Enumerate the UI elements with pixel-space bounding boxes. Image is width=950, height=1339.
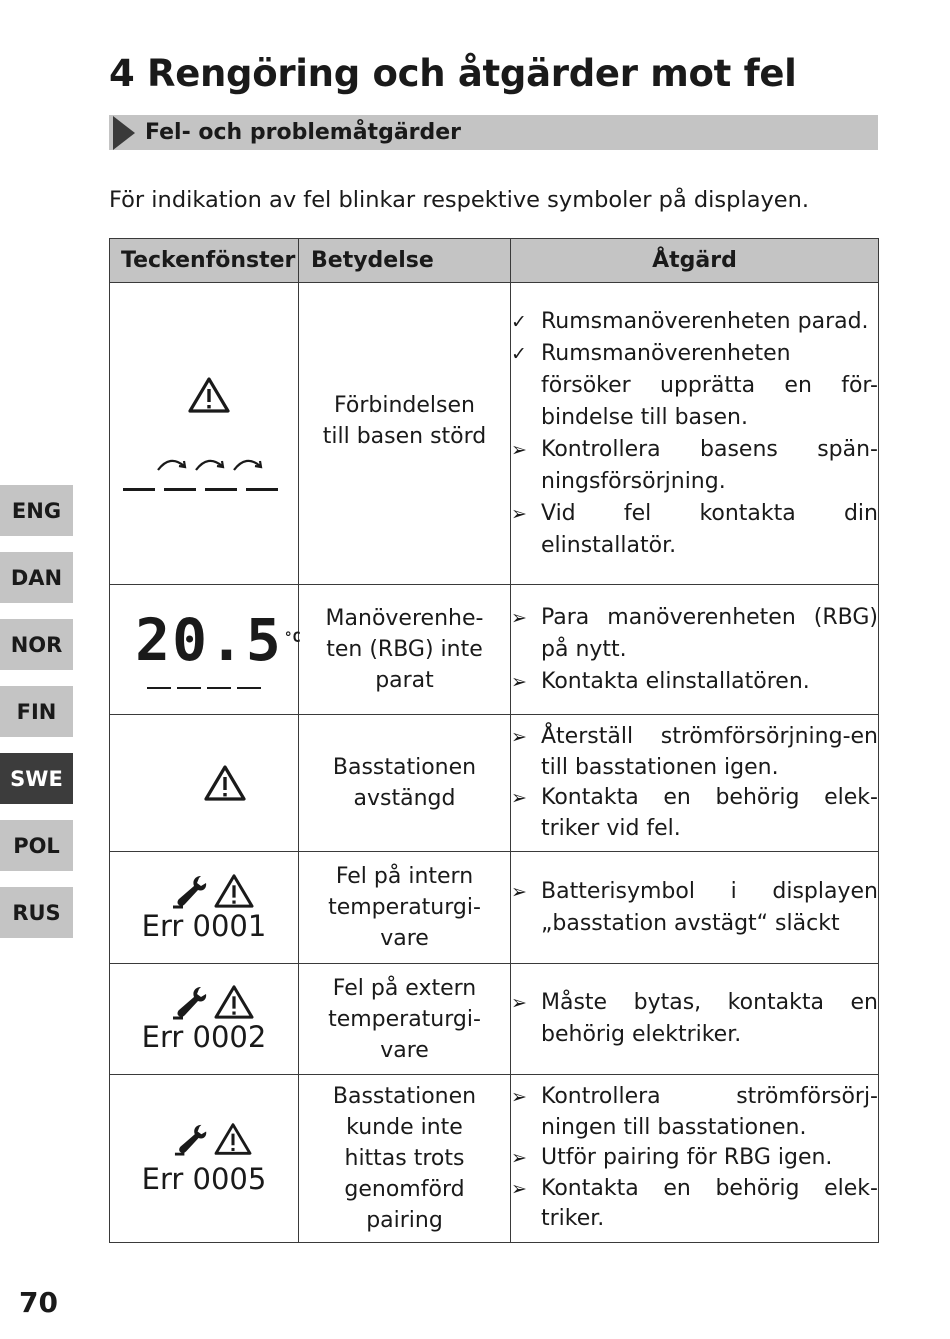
action-text: Kontrollera strömförsörj-ningen till basstationen. — [541, 1084, 878, 1140]
action-text: Måste bytas, kontakta en behörig elektriker. — [541, 990, 878, 1047]
arrow-bullet-icon: ➢ — [511, 438, 527, 461]
error-code: Err 0001 — [141, 908, 267, 943]
meaning-line: till basen störd — [322, 423, 487, 449]
display-cell — [110, 283, 299, 585]
table-row — [110, 715, 879, 852]
action-item — [511, 1174, 878, 1235]
meaning-line: Fel på intern — [335, 864, 474, 889]
action-text: Utför pairing för RBG igen. — [541, 1145, 833, 1171]
column-header-display: Teckenfönster — [110, 239, 299, 283]
meaning-line: avstängd — [353, 786, 456, 811]
display-cell — [110, 1075, 299, 1243]
action-text: Återställ strömförsörjning-en till basstationen igen. — [541, 724, 878, 780]
warning-icon — [187, 376, 231, 414]
meaning-line: Basstationen — [332, 755, 477, 780]
meaning-cell — [299, 585, 511, 715]
arrow-bullet-icon: ➢ — [511, 670, 527, 693]
fault-table — [109, 238, 879, 1243]
action-cell — [511, 964, 879, 1075]
meaning-cell — [299, 283, 511, 585]
meaning-line: hittas trots — [344, 1146, 465, 1171]
meaning-cell — [299, 852, 511, 964]
meaning-line: temperaturgi- — [328, 1006, 481, 1032]
arrow-bullet-icon: ➢ — [511, 726, 527, 748]
action-cell — [511, 585, 879, 715]
lcd-unit: °C — [283, 629, 301, 646]
language-tab-rus[interactable]: RUS — [0, 887, 73, 938]
table-row — [110, 283, 879, 585]
table-row — [110, 964, 879, 1075]
arrow-bullet-icon: ➢ — [511, 992, 527, 1014]
action-item — [511, 1082, 878, 1143]
column-header-meaning: Betydelse — [299, 239, 511, 283]
lcd-temperature — [135, 605, 301, 674]
wrench-icon — [171, 873, 209, 909]
action-item — [511, 722, 878, 783]
action-cell — [511, 283, 879, 585]
action-text: Kontakta en behörig elek-triker. — [541, 1175, 878, 1232]
display-icons — [128, 984, 298, 1020]
section-title: Fel- och problemåtgärder — [145, 120, 462, 145]
arrow-bullet-icon: ➢ — [511, 606, 527, 629]
action-cell — [511, 1075, 879, 1243]
meaning-line: kunde inte — [346, 1115, 463, 1140]
check-icon: ✓ — [511, 310, 527, 333]
display-cell — [110, 715, 299, 852]
arrow-bullet-icon: ➢ — [511, 787, 527, 809]
table-header-row — [110, 239, 879, 283]
display-cell — [110, 964, 299, 1075]
segment-dashes — [102, 488, 298, 491]
column-header-action: Åtgärd — [511, 239, 879, 283]
meaning-line: temperaturgi- — [328, 895, 481, 920]
arrow-bullet-icon: ➢ — [511, 880, 527, 903]
action-text: Rumsmanöverenheten försöker upprätta en för-bindelse till basen. — [541, 340, 878, 430]
meaning-line: Fel på extern — [332, 975, 477, 1001]
language-tab-nor[interactable]: NOR — [0, 619, 73, 670]
warning-icon — [213, 1122, 253, 1156]
meaning-line: vare — [380, 1037, 429, 1063]
check-icon: ✓ — [511, 342, 527, 365]
warning-icon — [213, 873, 255, 909]
display-cell — [110, 585, 299, 715]
language-tab-dan[interactable]: DAN — [0, 552, 73, 603]
meaning-cell — [299, 715, 511, 852]
language-tab-swe[interactable]: SWE — [0, 753, 73, 804]
action-item — [511, 876, 878, 940]
action-item — [511, 1143, 878, 1174]
language-tab-eng[interactable]: ENG — [0, 485, 73, 536]
warning-icon — [213, 984, 255, 1020]
action-item — [511, 434, 878, 498]
error-code: Err 0005 — [141, 1161, 267, 1196]
action-text: Rumsmanöverenheten parad. — [541, 308, 869, 334]
meaning-line: ten (RBG) inte — [326, 637, 483, 662]
action-item — [511, 987, 878, 1051]
segment-dashes — [110, 687, 298, 689]
action-item — [511, 666, 878, 698]
warning-icon — [203, 764, 247, 802]
meaning-line: parat — [375, 668, 434, 693]
display-cell — [110, 852, 299, 964]
action-text: Kontakta en behörig elek-triker vid fel. — [541, 785, 878, 841]
arrow-bullet-icon: ➢ — [511, 1177, 527, 1200]
display-icons — [128, 873, 298, 909]
action-text: Batterisymbol i displayen „basstation avstägt“ släckt — [541, 878, 878, 936]
action-item — [511, 338, 878, 434]
language-tab-pol[interactable]: POL — [0, 820, 73, 871]
table-row — [110, 1075, 879, 1243]
lcd-value: 20.5 — [135, 605, 283, 674]
action-text: Vid fel kontakta din elinstallatör. — [541, 500, 878, 558]
action-cell — [511, 715, 879, 852]
meaning-line: vare — [380, 926, 429, 951]
section-arrow-icon — [113, 116, 135, 150]
intro-text: För indikation av fel blinkar respektive symboler på displayen. — [109, 187, 810, 213]
action-text: Kontakta elinstallatören. — [541, 668, 810, 694]
action-item — [511, 306, 878, 338]
meaning-line: Basstationen — [332, 1084, 477, 1109]
table-row — [110, 585, 879, 715]
meaning-cell — [299, 964, 511, 1075]
action-cell — [511, 852, 879, 964]
table-row — [110, 852, 879, 964]
arrow-bullet-icon: ➢ — [511, 1147, 527, 1170]
action-text: Para manöverenheten (RBG) på nytt. — [541, 604, 878, 662]
action-text: Kontrollera basens spän-ningsförsörjning. — [541, 436, 878, 494]
action-item — [511, 602, 878, 666]
wrench-icon — [171, 984, 209, 1020]
section-header — [109, 115, 878, 150]
meaning-line: pairing — [366, 1208, 443, 1233]
signal-arrows-icon — [150, 452, 270, 476]
meaning-cell — [299, 1075, 511, 1243]
error-code: Err 0002 — [141, 1020, 267, 1054]
action-item — [511, 498, 878, 562]
arrow-bullet-icon: ➢ — [511, 1086, 527, 1109]
action-item — [511, 783, 878, 844]
wrench-icon — [173, 1122, 209, 1156]
meaning-line: Förbindelsen — [334, 392, 475, 418]
page-title: 4 Rengöring och åtgärder mot fel — [109, 52, 797, 95]
page-number: 70 — [19, 1286, 58, 1319]
meaning-line: Manöverenhe- — [325, 606, 484, 631]
display-icons — [128, 1122, 298, 1156]
arrow-bullet-icon: ➢ — [511, 502, 527, 525]
language-tab-fin[interactable]: FIN — [0, 686, 73, 737]
meaning-line: genomförd — [344, 1177, 465, 1202]
